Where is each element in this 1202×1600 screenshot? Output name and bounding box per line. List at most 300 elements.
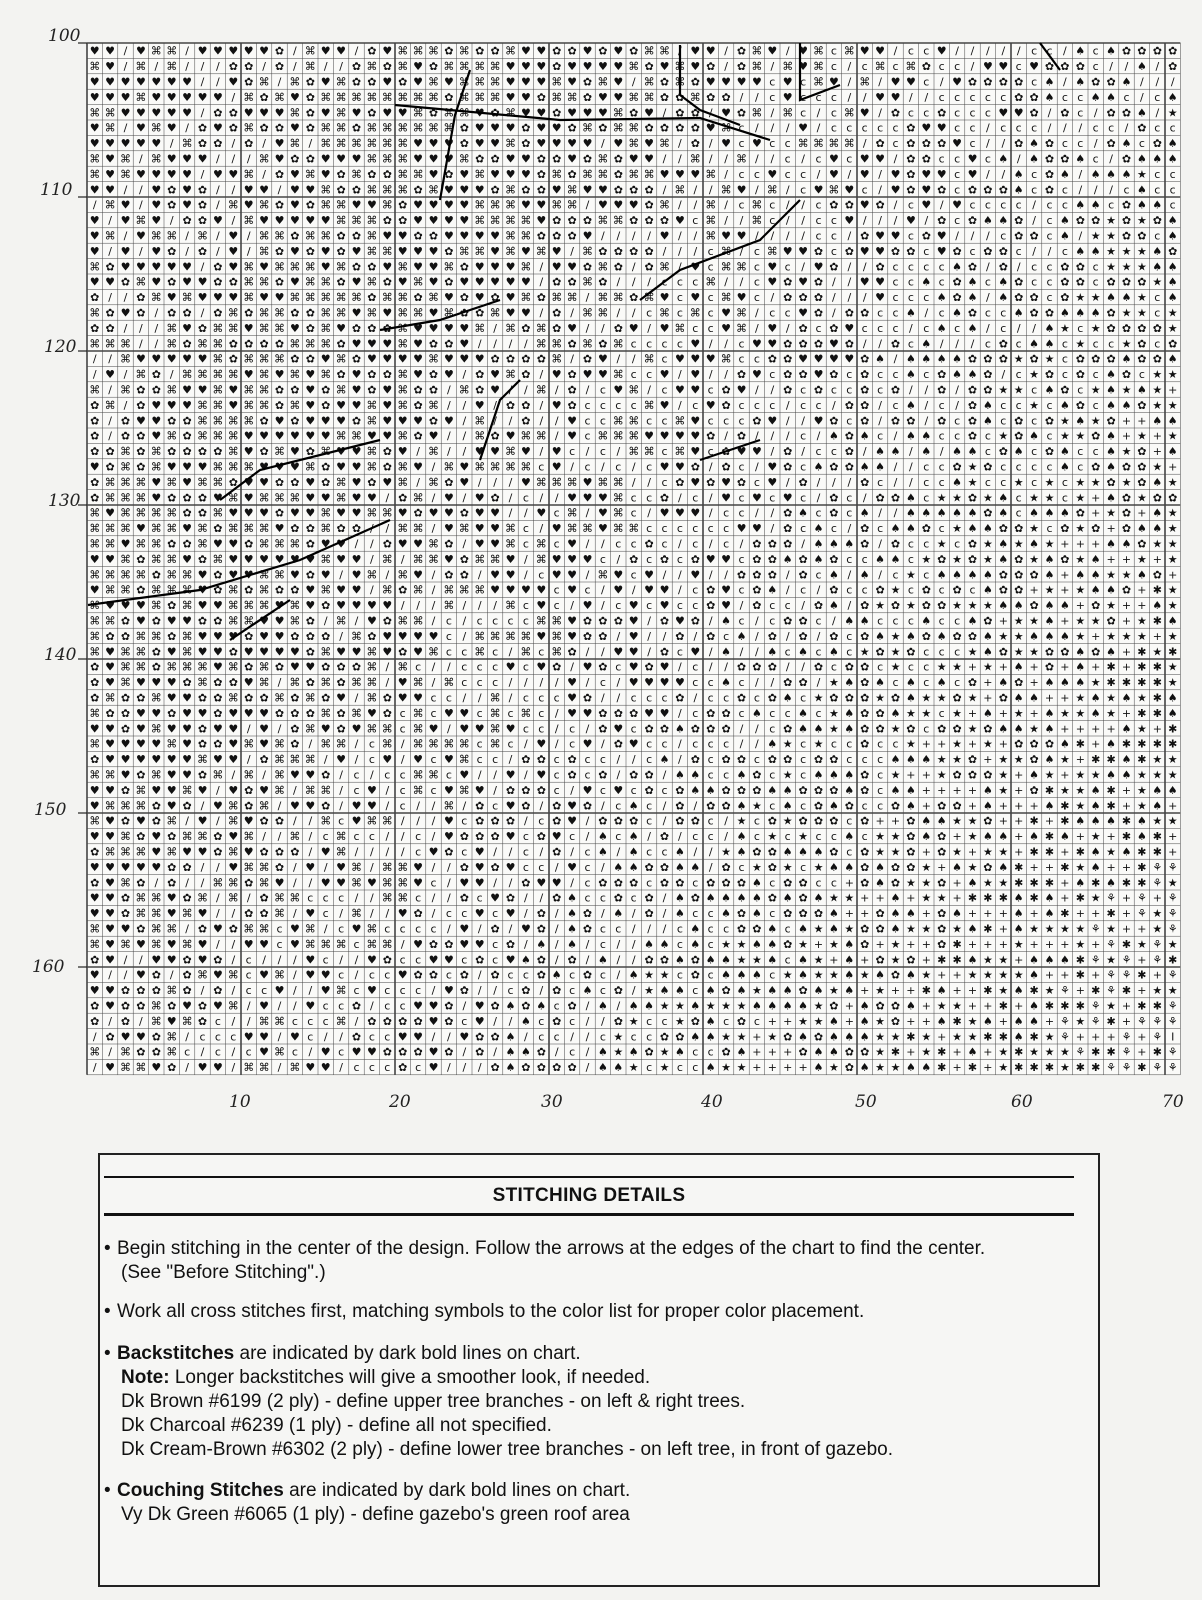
svg-text:★: ★ bbox=[767, 830, 777, 843]
svg-text:★: ★ bbox=[737, 815, 747, 828]
svg-text:✿: ✿ bbox=[136, 830, 145, 843]
svg-text:c: c bbox=[846, 553, 852, 566]
svg-text:/: / bbox=[586, 291, 590, 304]
svg-text:✿: ✿ bbox=[460, 307, 469, 320]
svg-text:★: ★ bbox=[629, 1061, 639, 1074]
svg-text:⌘: ⌘ bbox=[351, 630, 362, 643]
svg-text:⌘: ⌘ bbox=[105, 476, 116, 489]
svg-text:+: + bbox=[1091, 907, 1100, 920]
svg-text:★: ★ bbox=[1168, 476, 1178, 489]
svg-text:⌘: ⌘ bbox=[474, 430, 485, 443]
svg-text:★: ★ bbox=[1168, 769, 1178, 782]
svg-text:/: / bbox=[524, 568, 528, 581]
svg-text:♥: ♥ bbox=[182, 183, 192, 196]
svg-text:✿: ✿ bbox=[105, 630, 114, 643]
svg-text:⌘: ⌘ bbox=[613, 106, 624, 119]
svg-text:♥: ♥ bbox=[259, 707, 269, 720]
svg-text:⌘: ⌘ bbox=[212, 399, 223, 412]
svg-text:✿: ✿ bbox=[999, 183, 1008, 196]
svg-text:♠: ♠ bbox=[1106, 538, 1116, 551]
svg-text:★: ★ bbox=[968, 1030, 978, 1043]
svg-text:⌘: ⌘ bbox=[382, 738, 393, 751]
svg-text:⌘: ⌘ bbox=[413, 122, 424, 135]
svg-text:⌘: ⌘ bbox=[243, 91, 254, 104]
svg-text:♥: ♥ bbox=[521, 476, 531, 489]
svg-text:♥: ♥ bbox=[352, 491, 362, 504]
svg-text:⌘: ⌘ bbox=[228, 692, 239, 705]
svg-text:♠: ♠ bbox=[814, 769, 824, 782]
svg-text:♥: ♥ bbox=[136, 738, 146, 751]
svg-text:+: + bbox=[1076, 830, 1085, 843]
svg-text:+: + bbox=[1153, 430, 1162, 443]
svg-text:✿: ✿ bbox=[922, 60, 931, 73]
svg-text:⌘: ⌘ bbox=[228, 199, 239, 212]
svg-text:♥: ♥ bbox=[151, 476, 161, 489]
svg-text:♥: ♥ bbox=[336, 553, 346, 566]
svg-text:c: c bbox=[353, 830, 359, 843]
svg-text:/: / bbox=[124, 969, 128, 982]
svg-text:⌘: ⌘ bbox=[259, 676, 270, 689]
svg-text:/: / bbox=[601, 230, 605, 243]
svg-text:⌘: ⌘ bbox=[166, 1046, 177, 1059]
svg-text:c: c bbox=[738, 861, 744, 874]
svg-text:/: / bbox=[632, 923, 636, 936]
svg-text:♥: ♥ bbox=[613, 722, 623, 735]
svg-text:♥: ♥ bbox=[506, 60, 516, 73]
svg-text:c: c bbox=[954, 106, 960, 119]
svg-text:✿: ✿ bbox=[1014, 738, 1023, 751]
svg-text:/: / bbox=[493, 476, 497, 489]
svg-text:♥: ♥ bbox=[413, 645, 423, 658]
svg-text:★: ★ bbox=[875, 830, 885, 843]
svg-text:✿: ✿ bbox=[783, 676, 792, 689]
svg-text:♥: ♥ bbox=[783, 245, 793, 258]
svg-text:✿: ✿ bbox=[829, 368, 838, 381]
svg-text:♥: ♥ bbox=[182, 553, 192, 566]
svg-text:✿: ✿ bbox=[506, 938, 515, 951]
svg-text:⌘: ⌘ bbox=[259, 199, 270, 212]
svg-text:★: ★ bbox=[937, 1000, 947, 1013]
svg-text:★: ★ bbox=[814, 1015, 824, 1028]
svg-text:✿: ✿ bbox=[444, 245, 453, 258]
svg-text:✿: ✿ bbox=[198, 692, 207, 705]
svg-text:c: c bbox=[661, 353, 667, 366]
svg-text:✿: ✿ bbox=[490, 1000, 499, 1013]
svg-text:⌘: ⌘ bbox=[212, 337, 223, 350]
svg-text:★: ★ bbox=[983, 738, 993, 751]
svg-text:c: c bbox=[646, 414, 652, 427]
svg-text:♠: ♠ bbox=[860, 507, 870, 520]
svg-text:/: / bbox=[1094, 106, 1098, 119]
svg-text:♥: ♥ bbox=[444, 153, 454, 166]
svg-text:c: c bbox=[1062, 183, 1068, 196]
svg-text:/: / bbox=[801, 661, 805, 674]
svg-text:♥: ♥ bbox=[352, 153, 362, 166]
svg-text:♥: ♥ bbox=[352, 553, 362, 566]
svg-text:⌘: ⌘ bbox=[274, 491, 285, 504]
svg-text:⌘: ⌘ bbox=[182, 784, 193, 797]
svg-text:♥: ♥ bbox=[798, 353, 808, 366]
svg-text:⌘: ⌘ bbox=[397, 153, 408, 166]
svg-text:/: / bbox=[1140, 76, 1144, 89]
svg-text:✿: ✿ bbox=[1045, 414, 1054, 427]
svg-text:♠: ♠ bbox=[706, 953, 716, 966]
svg-text:/: / bbox=[955, 384, 959, 397]
svg-text:c: c bbox=[954, 414, 960, 427]
svg-text:✿: ✿ bbox=[891, 384, 900, 397]
svg-text:♥: ♥ bbox=[429, 1046, 439, 1059]
svg-text:★: ★ bbox=[1137, 553, 1147, 566]
svg-text:c: c bbox=[892, 738, 898, 751]
svg-text:✿: ✿ bbox=[552, 230, 561, 243]
svg-text:♥: ♥ bbox=[259, 738, 269, 751]
svg-text:/: / bbox=[447, 923, 451, 936]
svg-text:✿: ✿ bbox=[1060, 260, 1069, 273]
svg-text:★: ★ bbox=[1014, 615, 1024, 628]
svg-text:✿: ✿ bbox=[537, 353, 546, 366]
svg-text:✿: ✿ bbox=[598, 661, 607, 674]
svg-text:♥: ♥ bbox=[167, 722, 177, 735]
couching-heading: Couching Stitches bbox=[117, 1480, 284, 1501]
svg-text:★: ★ bbox=[1014, 707, 1024, 720]
svg-text:✿: ✿ bbox=[1045, 738, 1054, 751]
svg-text:/: / bbox=[632, 307, 636, 320]
svg-text:⌘: ⌘ bbox=[259, 861, 270, 874]
svg-text:♥: ♥ bbox=[875, 153, 885, 166]
svg-text:♠: ♠ bbox=[1075, 876, 1085, 889]
svg-text:c: c bbox=[738, 615, 744, 628]
svg-text:♥: ♥ bbox=[182, 276, 192, 289]
svg-text:+: + bbox=[1137, 984, 1146, 997]
svg-text:/: / bbox=[740, 91, 744, 104]
svg-text:c: c bbox=[430, 784, 436, 797]
svg-text:★: ★ bbox=[906, 707, 916, 720]
svg-text:♥: ♥ bbox=[182, 91, 192, 104]
svg-text:✿: ✿ bbox=[937, 384, 946, 397]
svg-text:✱: ✱ bbox=[906, 1030, 915, 1043]
svg-text:★: ★ bbox=[998, 384, 1008, 397]
svg-text:★: ★ bbox=[1168, 399, 1178, 412]
svg-text:⚘: ⚘ bbox=[1168, 1000, 1178, 1013]
svg-text:♥: ♥ bbox=[244, 553, 254, 566]
svg-text:/: / bbox=[185, 245, 189, 258]
svg-text:⌘: ⌘ bbox=[120, 476, 131, 489]
svg-text:c: c bbox=[415, 984, 421, 997]
svg-text:c: c bbox=[815, 214, 821, 227]
svg-text:★: ★ bbox=[798, 938, 808, 951]
svg-text:✱: ✱ bbox=[1137, 676, 1146, 689]
svg-text:✿: ✿ bbox=[244, 661, 253, 674]
svg-text:/: / bbox=[432, 892, 436, 905]
svg-text:♥: ♥ bbox=[228, 568, 238, 581]
svg-text:+: + bbox=[1137, 1030, 1146, 1043]
svg-text:/: / bbox=[1109, 183, 1113, 196]
svg-text:/: / bbox=[170, 368, 174, 381]
svg-text:c: c bbox=[723, 507, 729, 520]
instruction-text: Begin stitching in the center of the design. Follow the arrows at the edges of the chart to find the center. bbox=[117, 1238, 985, 1259]
svg-text:♥: ♥ bbox=[506, 260, 516, 273]
svg-text:c: c bbox=[738, 122, 744, 135]
svg-text:⌘: ⌘ bbox=[736, 307, 747, 320]
svg-text:c: c bbox=[246, 953, 252, 966]
svg-text:♥: ♥ bbox=[921, 183, 931, 196]
svg-text:♠: ♠ bbox=[906, 799, 916, 812]
svg-text:♠: ♠ bbox=[1029, 507, 1039, 520]
svg-text:★: ★ bbox=[1075, 337, 1085, 350]
svg-text:⌘: ⌘ bbox=[366, 91, 377, 104]
svg-text:c: c bbox=[538, 861, 544, 874]
svg-text:♥: ♥ bbox=[382, 45, 392, 58]
svg-text:♥: ♥ bbox=[767, 414, 777, 427]
svg-text:✿: ✿ bbox=[444, 476, 453, 489]
svg-text:✿: ✿ bbox=[968, 676, 977, 689]
svg-text:c: c bbox=[939, 430, 945, 443]
svg-text:+: + bbox=[1122, 615, 1131, 628]
svg-text:✿: ✿ bbox=[814, 337, 823, 350]
svg-text:⌘: ⌘ bbox=[551, 337, 562, 350]
svg-text:✿: ✿ bbox=[90, 476, 99, 489]
svg-text:+: + bbox=[768, 1046, 777, 1059]
stitching-details-box bbox=[98, 1153, 1100, 1587]
svg-text:★: ★ bbox=[968, 476, 978, 489]
svg-text:♥: ♥ bbox=[167, 753, 177, 766]
svg-text:⌘: ⌘ bbox=[336, 430, 347, 443]
svg-text:c: c bbox=[708, 384, 714, 397]
svg-text:✿: ✿ bbox=[829, 507, 838, 520]
svg-text:c: c bbox=[923, 291, 929, 304]
svg-text:♠: ♠ bbox=[1152, 522, 1162, 535]
svg-text:♠: ♠ bbox=[1137, 199, 1147, 212]
svg-text:⌘: ⌘ bbox=[259, 491, 270, 504]
svg-text:✿: ✿ bbox=[706, 430, 715, 443]
svg-text:c: c bbox=[800, 430, 806, 443]
svg-text:✿: ✿ bbox=[983, 461, 992, 474]
svg-text:✿: ✿ bbox=[644, 892, 653, 905]
svg-text:♠: ♠ bbox=[1168, 414, 1178, 427]
svg-text:✿: ✿ bbox=[829, 260, 838, 273]
svg-text:✿: ✿ bbox=[506, 815, 515, 828]
svg-text:♠: ♠ bbox=[1045, 507, 1055, 520]
svg-text:✿: ✿ bbox=[567, 45, 576, 58]
svg-text:♥: ♥ bbox=[398, 538, 408, 551]
svg-text:✿: ✿ bbox=[737, 876, 746, 889]
svg-text:♥: ♥ bbox=[506, 291, 516, 304]
svg-text:✿: ✿ bbox=[567, 368, 576, 381]
svg-text:♠: ♠ bbox=[1168, 153, 1178, 166]
svg-text:✿: ✿ bbox=[983, 76, 992, 89]
svg-text:♠: ♠ bbox=[921, 815, 931, 828]
svg-text:/: / bbox=[632, 753, 636, 766]
svg-text:✿: ✿ bbox=[737, 692, 746, 705]
svg-text:/: / bbox=[663, 907, 667, 920]
svg-text:+: + bbox=[1060, 661, 1069, 674]
svg-text:♥: ♥ bbox=[413, 214, 423, 227]
svg-text:✿: ✿ bbox=[768, 538, 777, 551]
svg-text:♥: ♥ bbox=[244, 183, 254, 196]
svg-text:♥: ♥ bbox=[552, 445, 562, 458]
svg-text:✿: ✿ bbox=[691, 892, 700, 905]
svg-text:⌘: ⌘ bbox=[351, 861, 362, 874]
svg-text:/: / bbox=[755, 738, 759, 751]
svg-text:♥: ♥ bbox=[706, 76, 716, 89]
svg-text:♥: ♥ bbox=[521, 245, 531, 258]
svg-text:♥: ♥ bbox=[336, 45, 346, 58]
svg-text:c: c bbox=[600, 753, 606, 766]
svg-text:♥: ♥ bbox=[429, 1015, 439, 1028]
svg-text:★: ★ bbox=[891, 645, 901, 658]
svg-text:✿: ✿ bbox=[121, 692, 130, 705]
svg-text:/: / bbox=[139, 337, 143, 350]
svg-text:♥: ♥ bbox=[536, 661, 546, 674]
svg-text:✿: ✿ bbox=[768, 846, 777, 859]
svg-text:c: c bbox=[892, 276, 898, 289]
svg-text:♥: ♥ bbox=[475, 522, 485, 535]
svg-text:/: / bbox=[231, 1015, 235, 1028]
svg-text:✿: ✿ bbox=[798, 291, 807, 304]
svg-text:♥: ♥ bbox=[198, 568, 208, 581]
svg-text:c: c bbox=[1046, 199, 1052, 212]
svg-text:♥: ♥ bbox=[567, 553, 577, 566]
svg-text:✿: ✿ bbox=[845, 1046, 854, 1059]
svg-text:♥: ♥ bbox=[352, 1046, 362, 1059]
svg-text:/: / bbox=[262, 830, 266, 843]
svg-text:♠: ♠ bbox=[906, 1000, 916, 1013]
svg-text:♥: ♥ bbox=[444, 368, 454, 381]
svg-text:⌘: ⌘ bbox=[443, 122, 454, 135]
svg-text:✿: ✿ bbox=[121, 1000, 130, 1013]
svg-text:✿: ✿ bbox=[983, 183, 992, 196]
svg-text:★: ★ bbox=[875, 1030, 885, 1043]
svg-text:♥: ♥ bbox=[121, 538, 131, 551]
svg-text:✿: ✿ bbox=[752, 538, 761, 551]
svg-text:✿: ✿ bbox=[721, 799, 730, 812]
svg-text:✿: ✿ bbox=[229, 122, 238, 135]
svg-text:♠: ♠ bbox=[1091, 307, 1101, 320]
svg-text:★: ★ bbox=[737, 1030, 747, 1043]
svg-text:/: / bbox=[385, 830, 389, 843]
svg-text:♥: ♥ bbox=[352, 106, 362, 119]
svg-text:/: / bbox=[878, 76, 882, 89]
svg-text:✿: ✿ bbox=[1122, 522, 1131, 535]
svg-text:⌘: ⌘ bbox=[551, 91, 562, 104]
svg-text:♠: ♠ bbox=[798, 923, 808, 936]
svg-text:⌘: ⌘ bbox=[197, 230, 208, 243]
svg-text:♥: ♥ bbox=[275, 984, 285, 997]
svg-text:✿: ✿ bbox=[275, 507, 284, 520]
svg-text:★: ★ bbox=[937, 661, 947, 674]
svg-text:★: ★ bbox=[798, 830, 808, 843]
svg-text:✱: ✱ bbox=[1153, 738, 1162, 751]
svg-text:/: / bbox=[647, 507, 651, 520]
svg-text:♥: ♥ bbox=[305, 507, 315, 520]
svg-text:♥: ♥ bbox=[213, 923, 223, 936]
svg-text:✿: ✿ bbox=[875, 953, 884, 966]
svg-text:♥: ♥ bbox=[105, 923, 115, 936]
svg-text:♥: ♥ bbox=[167, 399, 177, 412]
svg-text:♥: ♥ bbox=[382, 230, 392, 243]
svg-text:♠: ♠ bbox=[598, 846, 608, 859]
svg-text:★: ★ bbox=[752, 799, 762, 812]
svg-text:/: / bbox=[216, 861, 220, 874]
svg-text:/: / bbox=[693, 183, 697, 196]
svg-text:⌘: ⌘ bbox=[105, 846, 116, 859]
svg-text:✿: ✿ bbox=[829, 491, 838, 504]
svg-text:c: c bbox=[446, 645, 452, 658]
svg-text:⌘: ⌘ bbox=[828, 137, 839, 150]
svg-text:✿: ✿ bbox=[306, 353, 315, 366]
svg-text:c: c bbox=[384, 1000, 390, 1013]
svg-text:/: / bbox=[955, 399, 959, 412]
svg-text:♥: ♥ bbox=[182, 769, 192, 782]
svg-text:♥: ♥ bbox=[475, 183, 485, 196]
svg-text:✿: ✿ bbox=[306, 91, 315, 104]
svg-text:♠: ♠ bbox=[921, 830, 931, 843]
svg-text:⌘: ⌘ bbox=[397, 122, 408, 135]
svg-text:c: c bbox=[708, 692, 714, 705]
svg-text:✿: ✿ bbox=[1045, 661, 1054, 674]
svg-text:⌘: ⌘ bbox=[228, 892, 239, 905]
svg-text:c: c bbox=[1093, 153, 1099, 166]
svg-text:/: / bbox=[986, 168, 990, 181]
svg-text:✿: ✿ bbox=[537, 153, 546, 166]
svg-text:/: / bbox=[539, 522, 543, 535]
svg-text:⌘: ⌘ bbox=[166, 45, 177, 58]
svg-text:♥: ♥ bbox=[721, 230, 731, 243]
svg-text:♠: ♠ bbox=[983, 568, 993, 581]
svg-text:★: ★ bbox=[1168, 507, 1178, 520]
svg-text:⌘: ⌘ bbox=[166, 1030, 177, 1043]
svg-text:✿: ✿ bbox=[490, 491, 499, 504]
svg-text:⌘: ⌘ bbox=[89, 1046, 100, 1059]
svg-text:♠: ♠ bbox=[1091, 784, 1101, 797]
svg-text:⌘: ⌘ bbox=[89, 522, 100, 535]
svg-text:★: ★ bbox=[767, 1030, 777, 1043]
svg-text:c: c bbox=[754, 168, 760, 181]
svg-text:c: c bbox=[1031, 276, 1037, 289]
svg-text:♠: ♠ bbox=[1029, 153, 1039, 166]
svg-text:♥: ♥ bbox=[198, 291, 208, 304]
svg-text:/: / bbox=[570, 876, 574, 889]
svg-text:c: c bbox=[554, 599, 560, 612]
svg-text:♠: ♠ bbox=[829, 1015, 839, 1028]
svg-text:/: / bbox=[817, 430, 821, 443]
svg-text:⌘: ⌘ bbox=[351, 91, 362, 104]
svg-text:✿: ✿ bbox=[321, 461, 330, 474]
svg-text:✿: ✿ bbox=[829, 815, 838, 828]
svg-text:✿: ✿ bbox=[860, 476, 869, 489]
svg-text:♥: ♥ bbox=[506, 861, 516, 874]
svg-text:♥: ♥ bbox=[490, 276, 500, 289]
svg-text:/: / bbox=[278, 1030, 282, 1043]
svg-text:♥: ♥ bbox=[105, 45, 115, 58]
svg-text:✿: ✿ bbox=[275, 707, 284, 720]
svg-text:♠: ♠ bbox=[952, 507, 962, 520]
svg-text:★: ★ bbox=[737, 1000, 747, 1013]
svg-text:✿: ✿ bbox=[675, 799, 684, 812]
svg-text:✿: ✿ bbox=[922, 599, 931, 612]
svg-text:/: / bbox=[493, 599, 497, 612]
svg-text:+: + bbox=[922, 784, 931, 797]
svg-text:c: c bbox=[446, 692, 452, 705]
svg-text:⌘: ⌘ bbox=[597, 214, 608, 227]
svg-text:✿: ✿ bbox=[460, 291, 469, 304]
svg-text:✿: ✿ bbox=[814, 384, 823, 397]
svg-text:✿: ✿ bbox=[244, 76, 253, 89]
svg-text:⌘: ⌘ bbox=[413, 522, 424, 535]
svg-text:✿: ✿ bbox=[721, 461, 730, 474]
svg-text:✿: ✿ bbox=[891, 538, 900, 551]
svg-text:✿: ✿ bbox=[367, 168, 376, 181]
